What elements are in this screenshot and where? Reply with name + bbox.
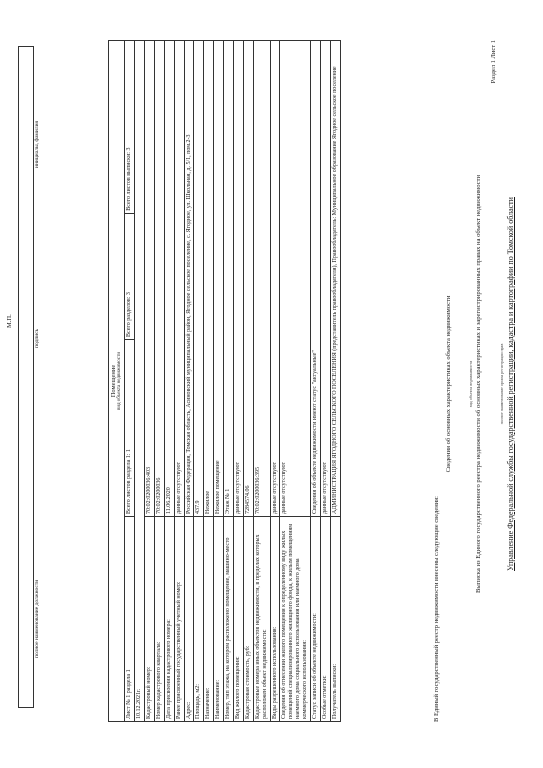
row-value: Российская Федерация, Томская область, Асиновский муниципальный район, Ягодное сельское поселение, с. Ягодное, ул. Школьная, д. 5/1, пом.2-3 bbox=[184, 41, 194, 517]
row-value: 11.06.2020 bbox=[164, 41, 174, 517]
row-label: Получатель выписки: bbox=[330, 517, 340, 722]
table-row bbox=[311, 41, 321, 722]
row-label: Сведения об отнесении жилого помещения к определенному виду жилых помещений специализированного жилищного фонда, к жилым помещениям наемного дома социального использования или наемного дома коммерческого использования: bbox=[280, 517, 311, 722]
table-row bbox=[154, 41, 164, 722]
table-row bbox=[253, 41, 270, 722]
row-value: 437.9 bbox=[194, 41, 204, 517]
row-label: Кадастровый номер: bbox=[145, 517, 155, 722]
row-value: данные отсутствуют bbox=[174, 41, 184, 517]
row-label: Ранее присвоенный государственный учетный номер: bbox=[174, 517, 184, 722]
table-row bbox=[145, 41, 155, 722]
org-name-caption: полное наименование органа регистрации прав bbox=[499, 343, 504, 425]
sections-total: Всего разделов: 3 bbox=[125, 213, 135, 339]
row-label: Статус записи об объекте недвижимости: bbox=[311, 517, 321, 722]
row-value: 70:02:0200036:395 bbox=[253, 41, 270, 517]
row-value: 70:02:0200036:403 bbox=[145, 41, 155, 517]
sheets-total: Всего листов выписки: 3 bbox=[125, 41, 135, 214]
row-label: Кадастровая стоимость, руб: bbox=[243, 517, 253, 722]
row-label: Адрес: bbox=[184, 517, 194, 722]
row-value: Этаж № 1 bbox=[224, 41, 234, 517]
sheet-number: Лист № 1 раздела 1 bbox=[125, 517, 135, 722]
row-label: Назначение: bbox=[204, 517, 214, 722]
table-row bbox=[280, 41, 311, 722]
sign-caption: подпись bbox=[34, 328, 40, 348]
row-label: Вид жилого помещения: bbox=[234, 517, 244, 722]
row-label: Номер, тип этажа, на котором расположено помещение, машино-место bbox=[224, 517, 234, 722]
row-value: данные отсутствуют bbox=[280, 41, 311, 517]
document-title-caption: вид объекта недвижимости bbox=[468, 360, 473, 408]
object-type-row bbox=[109, 41, 125, 722]
sheets-in-section: Всего листов раздела 1: 1 bbox=[125, 339, 135, 516]
signature-block bbox=[6, 0, 46, 768]
row-label: Наименование: bbox=[214, 517, 224, 722]
table-row bbox=[184, 41, 194, 722]
table-row bbox=[194, 41, 204, 722]
document-title: Выписка из Единого государственного реестра недвижимости об основных характеристиках и зарегистрированных правах на объект недвижимости bbox=[475, 174, 482, 594]
table-row bbox=[164, 41, 174, 722]
table-row bbox=[243, 41, 253, 722]
table-row bbox=[174, 41, 184, 722]
row-label: Дата присвоения кадастрового номера: bbox=[164, 517, 174, 722]
table-row bbox=[214, 41, 224, 722]
row-value: данные отсутствуют bbox=[270, 41, 280, 517]
initials-caption: инициалы, фамилия bbox=[34, 120, 40, 168]
row-value: 7284574.06 bbox=[243, 41, 253, 517]
row-value: Сведения об объекте недвижимости имеют статус "актуальные" bbox=[311, 41, 321, 517]
date-row bbox=[135, 41, 145, 722]
row-label: Кадастровые номера иных объектов недвижимости, в пределах которых расположен объект недвижимости: bbox=[253, 517, 270, 722]
section-sheet-label: Раздел 1 Лист 1 bbox=[490, 40, 497, 84]
row-value: Нежилое bbox=[204, 41, 214, 517]
table-row bbox=[270, 41, 280, 722]
characteristics-table bbox=[108, 40, 341, 722]
row-label: Особые отметки: bbox=[320, 517, 330, 722]
table-row bbox=[204, 41, 214, 722]
row-value: Нежилое помещение bbox=[214, 41, 224, 517]
row-value: 70:02:0200036 bbox=[154, 41, 164, 517]
object-type: Помещение bbox=[110, 364, 117, 398]
org-name: Управление Федеральной службы государственной регистрации, кадастра и картографии по Томской области bbox=[506, 197, 515, 571]
row-label: Площадь, м2: bbox=[194, 517, 204, 722]
section-heading: Сведения об основных характеристиках объекта недвижимости bbox=[445, 295, 452, 473]
signature-box bbox=[18, 46, 34, 708]
stamp-mark: М.П. bbox=[6, 314, 13, 328]
section-intro: В Единый государственный реестр недвижимости внесены следующие сведения: bbox=[433, 496, 440, 722]
table-row bbox=[320, 41, 330, 722]
table-row bbox=[234, 41, 244, 722]
table-row bbox=[224, 41, 234, 722]
row-label: Номер кадастрового квартала: bbox=[154, 517, 164, 722]
table-row bbox=[330, 41, 340, 722]
object-type-caption: вид объекта недвижимости bbox=[117, 351, 123, 411]
position-caption: полное наименование должности bbox=[34, 579, 40, 658]
row-value: АДМИНИСТРАЦИЯ ЯГОДНОГО СЕЛЬСКОГО ПОСЕЛЕНИЯ (представитель правообладателя), Правообладатель: Муниципальное образование Ягодное сельское поселение bbox=[330, 41, 340, 517]
row-value: данные отсутствуют bbox=[234, 41, 244, 517]
extract-date: 10.12.2021г. bbox=[135, 41, 145, 722]
row-value: данные отсутствуют bbox=[320, 41, 330, 517]
row-label: Виды разрешенного использования: bbox=[270, 517, 280, 722]
sheet-info-row bbox=[125, 41, 135, 722]
